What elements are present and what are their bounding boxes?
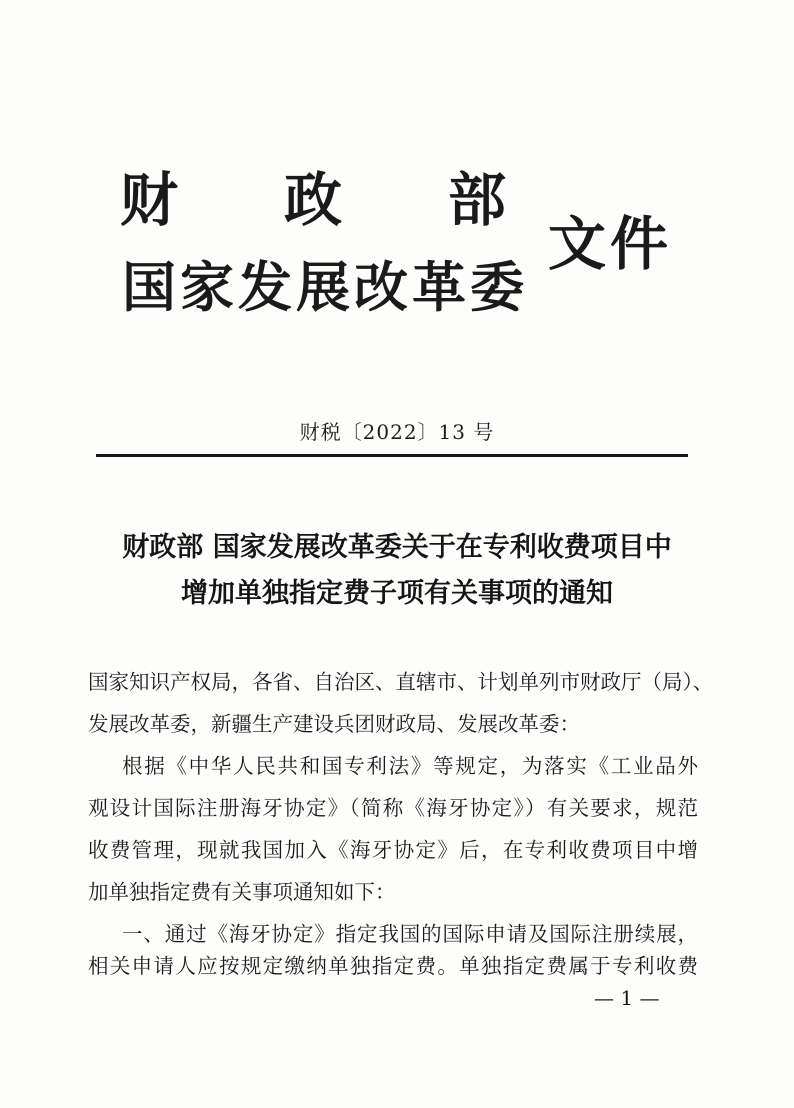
notice-title-line-1: 财政部 国家发展改革委关于在专利收费项目中 bbox=[122, 532, 672, 563]
body-paragraph-line: 一、通过《海牙协定》指定我国的国际申请及国际注册续展， bbox=[122, 922, 698, 946]
body-paragraph-line: 根据《中华人民共和国专利法》等规定，为落实《工业品外 bbox=[122, 754, 698, 778]
body-paragraph-line: 加单独指定费有关事项通知如下： bbox=[88, 880, 396, 904]
document-number: 财税〔2022〕13 号 bbox=[299, 420, 495, 444]
addressee-line-2: 发展改革委，新疆生产建设兵团财政局、发展改革委： bbox=[88, 712, 580, 736]
notice-title-line-2: 增加单独指定费子项有关事项的通知 bbox=[181, 578, 613, 609]
addressee-line-1: 国家知识产权局，各省、自治区、直辖市、计划单列市财政厅（局）、 bbox=[88, 670, 714, 694]
document-label: 文件 bbox=[548, 210, 673, 278]
page-number: — 1 — bbox=[594, 986, 660, 1010]
body-paragraph-line: 收费管理，现就我国加入《海牙协定》后，在专利收费项目中增 bbox=[88, 838, 698, 862]
body-paragraph-line: 观设计国际注册海牙协定》（简称《海牙协定》）有关要求，规范 bbox=[88, 796, 698, 820]
header-divider bbox=[96, 454, 688, 457]
issuer-ndrc: 国家发展改革委 bbox=[122, 255, 528, 319]
issuer-ministry-of-finance: 财政部 bbox=[120, 166, 613, 234]
body-paragraph-line: 相关申请人应按规定缴纳单独指定费。单独指定费属于专利收费 bbox=[88, 954, 698, 978]
